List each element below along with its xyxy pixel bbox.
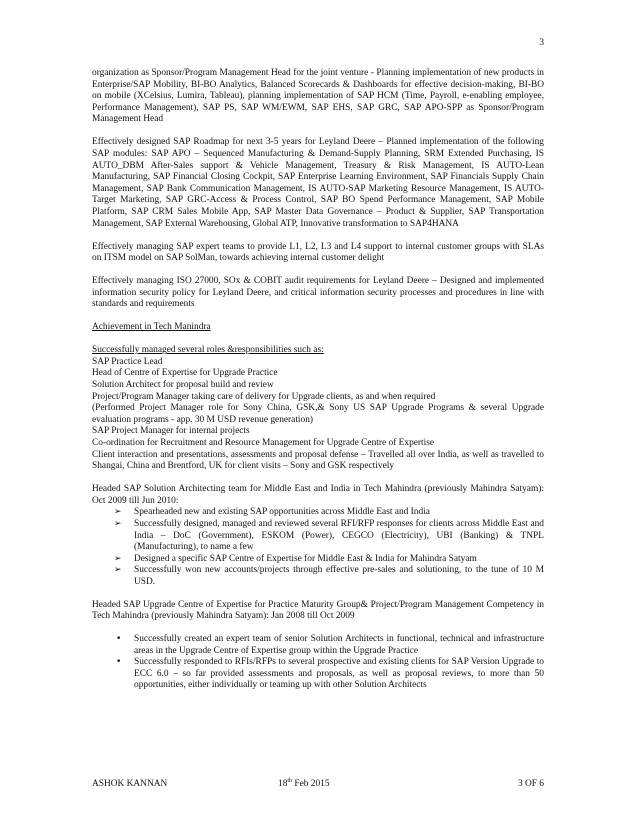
role-line: SAP Practice Lead bbox=[92, 356, 163, 367]
footer-author: ASHOK KANNAN bbox=[92, 779, 168, 789]
role-line: Head of Centre of Expertise for Upgrade Practice bbox=[92, 368, 278, 379]
paragraph-audit: Effectively managing ISO 27000, SOx & COBIT audit requirements for Leyland Deere – Designed and implemented information security policy for Leyland Deere, and critical information security processes and procedures in line with standards and requirements bbox=[92, 276, 544, 310]
footer-date bbox=[278, 779, 330, 791]
list-item: ➢ Spearheaded new and existing SAP opportunities across Middle East and India bbox=[112, 507, 544, 519]
footer-date-rest: Feb 2015 bbox=[292, 779, 330, 789]
role-line: Project/Program Manager taking care of delivery for Upgrade clients, as and when required bbox=[92, 391, 436, 402]
solution-architecting-list bbox=[92, 507, 544, 588]
upgrade-centre-list bbox=[92, 634, 544, 692]
role-line: SAP Project Manager for internal projects bbox=[92, 426, 250, 437]
roles-heading: Successfully managed several roles &responsibilities such as: bbox=[92, 345, 324, 356]
page-footer bbox=[92, 779, 544, 791]
role-line: (Performed Project Manager role for Sony China, GSK,& Sony US SAP Upgrade Programs & several Upgrade evaluation programs - app. 30 M USD revenue generation) bbox=[92, 403, 544, 425]
list-item: • Successfully responded to RFIs/RFPs to several prospective and existing clients for SAP Version Upgrade to ECC 6.0 – so far provided assessments and proposals, as well as proposal reviews, to more than 50 opportunities, either individually or teaming up with other Solution Architects bbox=[112, 657, 544, 692]
paragraph-sponsor: organization as Sponsor/Program Management Head for the joint venture - Planning implementation of new products in Enterprise/SAP Mobility, BI-BO Analytics, Balanced Scorecards & Dashboards for effective decision-making, BI-BO on mobile (XCelsius, Lumira, Tableau), planning implementation of SAP HCM (Time, Payroll, e-enabling employee, Performance Management), SAP PS, SAP WM/EWM, SAP EHS, SAP GRC, SAP APO-SPP as Sponsor/Program Management Head bbox=[92, 68, 544, 125]
solution-architecting-intro: Headed SAP Solution Architecting team for Middle East and India in Tech Mahindra (previously Mahindra Satyam): Oct 2009 till Jun 2010: bbox=[92, 484, 544, 506]
section-heading: Achievement in Tech Manindra bbox=[92, 322, 211, 333]
role-line: Co-ordination for Recruitment and Resource Management for Upgrade Centre of Expertise bbox=[92, 437, 435, 448]
roles-block bbox=[92, 345, 544, 473]
paragraph-roadmap: Effectively designed SAP Roadmap for next 3-5 years for Leyland Deere – Planned implementation of the following SAP modules: SAP APO – Sequenced Manufacturing & Demand-Supply Planning, SRM Extended Purchasing, IS AUTO_DBM After-Sales support & Vehicle Management, Treasury & Risk Management, IS AUTO-Lean Manufacturing, SAP Financial Closing Cockpit, SAP Enterprise Learning Environment, SAP Financials Supply Chain Management, SAP Bank Communication Management, IS AUTO-SAP Marketing Resource Management, IS AUTO-Target Marketing, SAP GRC-Access & Process Control, SAP BO Spend Performance Management, SAP Mobile Platform, SAP CRM Sales Mobile App, SAP Master Data Governance – Product & Supplier, SAP Transportation Management, SAP External Warehousing, Global ATP, Innovative transformation to SAP4HANA bbox=[92, 137, 544, 229]
footer-page-count: 3 OF 6 bbox=[517, 779, 544, 789]
page-number: 3 bbox=[539, 38, 544, 48]
role-line: Solution Architect for proposal build and review bbox=[92, 380, 274, 391]
footer-date-suffix: th bbox=[287, 777, 293, 784]
list-item: ➢ Designed a specific SAP Centre of Expertise for Middle East & India for Mahindra Satyam bbox=[112, 554, 544, 566]
list-item: ➢ Successfully won new accounts/projects through effective pre-sales and solutioning, to the tune of 10 M USD. bbox=[112, 565, 544, 588]
role-line: Client interaction and presentations, assessments and proposal defense – Travelled all over India, as well as travelled to Shangai, China and Brentford, UK for client visits – Sony and GSK respectively bbox=[92, 449, 544, 472]
paragraph-support-teams: Effectively managing SAP expert teams to provide L1, L2, L3 and L4 support to internal customer groups with SLAs on ITSM model on SAP SolMan, towards achieving internal customer delight bbox=[92, 241, 544, 264]
upgrade-centre-intro: Headed SAP Upgrade Centre of Expertise for Practice Maturity Group& Project/Program Management Competency in Tech Mahindra (previously Mahindra Satyam): Jan 2008 till Oct 2009 bbox=[92, 599, 544, 622]
footer-date-day: 18 bbox=[278, 779, 288, 789]
list-item: • Successfully created an expert team of senior Solution Architects in functional, technical and infrastructure areas in the Upgrade Centre of Expertise group within the Upgrade Practice bbox=[112, 634, 544, 657]
list-item: ➢ Successfully designed, managed and reviewed several RFI/RFP responses for clients across Middle East and India – DoC (Government), ESKOM (Power), CEGCO (Electricity), UBI (Banking) & TNPL (Manufacturing), to name a few bbox=[112, 519, 544, 554]
